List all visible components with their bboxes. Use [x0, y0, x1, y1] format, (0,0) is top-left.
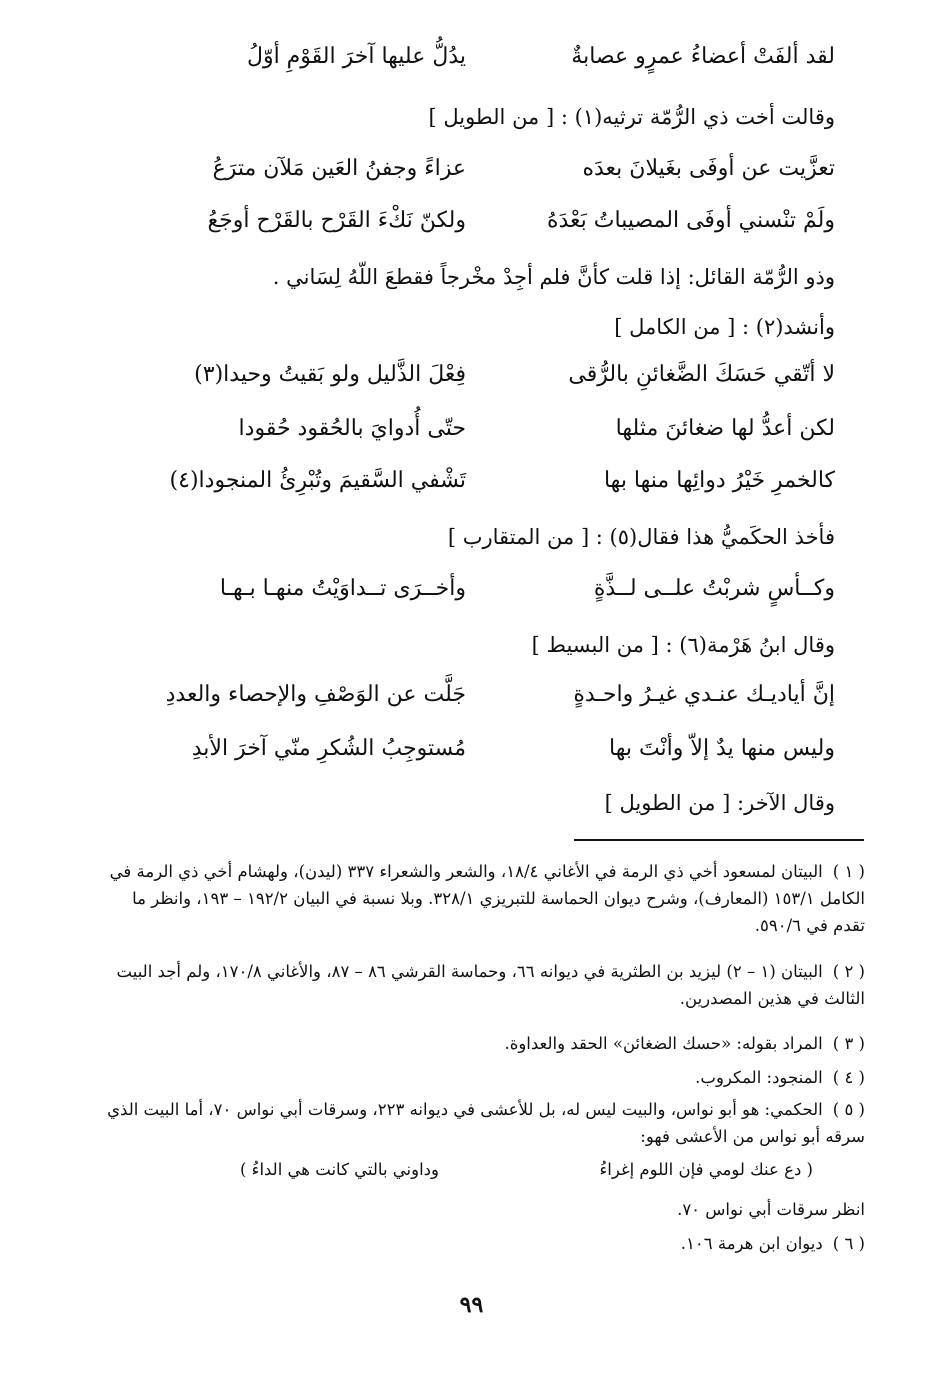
verse-hemistich-1: وليس منها يدٌ إلاّ وأنْتَ بها [608, 736, 835, 761]
footnote-4 [96, 1064, 865, 1091]
verse-hemistich-2: عزاءً وجفنُ العَين مَلآن مترَعُ [212, 156, 466, 181]
verse-line-3 [100, 208, 835, 238]
verse-hemistich-1: كالخمرِ خَيْرُ دوائِها منها بها [603, 468, 835, 493]
footnote-5-continuation: انظر سرقات أبي نواس ٧٠. [677, 1200, 865, 1219]
verse-hemistich-2: تَشْفي السَّقيمَ وتُبْرِئُ المنجودا(٤) [169, 468, 466, 493]
footnote-2 [96, 958, 865, 1012]
footnote-text: الحكمي: هو أبو نواس، والبيت ليس له، بل للأعشى في ديوانه ٢٢٣، وسرقات أبي نواس ٧٠، أما البيت الذي سرقه أبو نواس من الأعشى فهو: [107, 1100, 865, 1146]
verse-line-1 [100, 44, 835, 74]
verse-hemistich-2: يدُلُّ عليها آخرَ القَوْمِ أوّلُ [246, 44, 466, 69]
footnote-number: ( ١ ) [832, 862, 865, 881]
footnote-text: ديوان ابن هرمة ١٠٦. [680, 1234, 823, 1253]
footnote-number: ( ٥ ) [832, 1100, 865, 1119]
footnote-number: ( ٢ ) [832, 962, 865, 981]
verse-hemistich-1: لا أتّقي حَسَكَ الضَّغائنِ بالرُّقى [568, 362, 835, 387]
verse-line-8 [100, 682, 835, 712]
quoted-hemistich-2: وداوني بالتي كانت هي الداءُ ) [240, 1160, 439, 1179]
verse-hemistich-1: لكن أعدُّ لها ضغائنَ مثلها [615, 416, 835, 441]
verse-line-2 [100, 156, 835, 186]
prose-line: فأخذ الحكَميُّ هذا فقال(٥) : [ من المتقارب ] [447, 525, 835, 549]
footnote-separator [574, 839, 864, 841]
footnote-number: ( ٦ ) [832, 1234, 865, 1253]
verse-hemistich-2: وأخــرَى تــداوَيْتُ منهـا بـهـا [219, 576, 466, 601]
footnote-5 [96, 1096, 865, 1150]
verse-hemistich-2: جَلَّت عن الوَصْفِ والإحصاء والعددِ [165, 682, 466, 707]
verse-hemistich-2: مُستوجِبُ الشُكرِ منّي آخرَ الأبدِ [191, 736, 466, 761]
footnote-number: ( ٤ ) [832, 1068, 865, 1087]
verse-line-7 [100, 576, 835, 606]
footnote-text: البيتان لمسعود أخي ذي الرمة في الأغاني ١٨/٤، والشعر والشعراء ٣٣٧ (ليدن)، ولهشام أخي ذي الرمة في الكامل ١٥٣/١ (المعارف)، وشرح ديوان الحماسة للتبريزي ٣٢٨/١. وبلا نسبة في البيان ١٩٢/٢ – ١٩٣، وانظر ما تقدم في ٥٩٠/٦. [109, 862, 865, 935]
verse-hemistich-1: ولَمْ تنْسني أوفَى المصيباتُ بَعْدَهُ [546, 208, 835, 233]
page-number: ٩٩ [459, 1292, 484, 1318]
prose-line: وقالت أخت ذي الرُّمّة ترثيه(١) : [ من الطويل ] [428, 105, 835, 129]
verse-hemistich-2: ولكنّ نَكْءَ القَرْح بالقَرْح أوجَعُ [207, 208, 466, 233]
verse-line-4 [100, 362, 835, 392]
prose-line: وقال الآخر: [ من الطويل ] [604, 791, 835, 815]
verse-line-9 [100, 736, 835, 766]
footnote-1 [96, 858, 865, 939]
footnote-text: البيتان (١ – ٢) ليزيد بن الطثرية في ديوانه ٦٦، وحماسة القرشي ٨٦ – ٨٧، والأغاني ١٧٠/٨، ولم أجد البيت الثالث في هذين المصدرين. [116, 962, 865, 1008]
prose-line: وقال ابنُ هَرْمة(٦) : [ من البسيط ] [531, 633, 835, 657]
verse-hemistich-1: وكــأسٍ شربْتُ علــى لــذَّةٍ [593, 576, 835, 601]
footnote-text: المراد بقوله: «حسك الضغائن» الحقد والعداوة. [504, 1034, 823, 1053]
verse-line-6 [100, 468, 835, 498]
verse-hemistich-2: حتّى أُدوايَ بالحُقود حُقودا [238, 416, 466, 441]
verse-line-5 [100, 416, 835, 446]
prose-line: وذو الرُّمّة القائل: إذا قلت كأنَّ فلم أجِدْ مخْرجاً فقطعَ اللّهُ لِسَاني . [272, 265, 835, 289]
prose-line: وأنشد(٢) : [ من الكامل ] [614, 315, 835, 339]
footnote-6 [96, 1230, 865, 1257]
footnote-number: ( ٣ ) [832, 1034, 865, 1053]
footnote-quoted-verse [150, 1160, 813, 1186]
footnote-3 [96, 1030, 865, 1057]
verse-hemistich-1: لقد ألفَتْ أعضاءُ عمرٍو عصابةٌ [571, 44, 835, 69]
verse-hemistich-2: فِعْلَ الذَّليل ولو بَقيتُ وحيدا(٣) [194, 362, 466, 387]
footnote-text: المنجود: المكروب. [695, 1068, 823, 1087]
verse-hemistich-1: تعزَّيت عن أوفَى بغَيلانَ بعدَه [582, 156, 835, 181]
verse-hemistich-1: إنَّ أياديـك عنـدي غيـرُ واحـدةٍ [573, 682, 835, 707]
quoted-hemistich-1: ( دع عنك لومي فإن اللوم إغراءُ [599, 1160, 813, 1179]
